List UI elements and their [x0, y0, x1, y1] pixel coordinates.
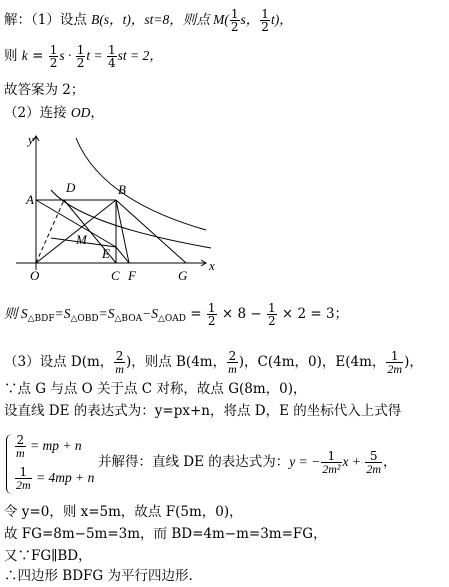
- var-b: B: [91, 12, 100, 27]
- numerator: 1: [76, 43, 85, 57]
- var-od: OD: [70, 105, 91, 120]
- fraction-half: [267, 302, 277, 327]
- text: （2）连接: [4, 105, 71, 121]
- var-k: k: [21, 48, 28, 63]
- fraction-half: [260, 8, 270, 33]
- text: =S: [54, 306, 71, 321]
- label-b: B: [118, 182, 126, 197]
- denominator: m: [228, 362, 237, 376]
- denominator: 2: [267, 314, 276, 328]
- denominator: 2: [261, 20, 269, 34]
- text: =: [27, 48, 48, 64]
- label-f: F: [128, 268, 136, 283]
- text: −S: [142, 306, 158, 321]
- text: 则: [4, 48, 22, 64]
- denominator: 2: [76, 56, 85, 70]
- text: × 8 −: [217, 306, 266, 322]
- label-d: D: [66, 180, 76, 195]
- numerator: 1: [321, 450, 341, 463]
- subscript: △OBD: [70, 314, 99, 324]
- fraction-2-over-m: [15, 434, 26, 459]
- numerator: 2: [228, 349, 237, 363]
- numerator: 1: [15, 466, 32, 479]
- numerator: 2: [115, 349, 124, 363]
- subscript: △OAD: [157, 314, 186, 324]
- label-a: A: [26, 192, 34, 207]
- denominator: 2m²: [322, 462, 341, 476]
- numerator: 1: [207, 301, 216, 315]
- fraction-1-over-2m: [15, 466, 32, 491]
- label-c: C: [111, 268, 120, 283]
- line-7: ∵点 G 与点 O 关于点 C 对称，故点 G(8m，0)，: [4, 381, 307, 397]
- text: M(: [213, 12, 229, 27]
- text: (s，t)，st=8，则点: [99, 12, 214, 27]
- text: 解：（1）设点: [4, 12, 92, 28]
- denominator: 4: [108, 56, 116, 70]
- line-2: [4, 44, 163, 69]
- text: x +: [342, 454, 365, 469]
- denominator: 2: [49, 56, 58, 70]
- text: t =: [86, 48, 106, 63]
- numerator: 1: [386, 350, 403, 363]
- text: 并解得：直线 DE 的表达式为：: [98, 454, 290, 470]
- system-eq-2: [14, 466, 94, 491]
- geometry-figure: [6, 130, 226, 288]
- fraction-half: [230, 8, 240, 33]
- fraction-quarter: [107, 44, 117, 69]
- numerator: 1: [108, 43, 116, 57]
- line-6: [4, 350, 423, 375]
- fraction-half: [49, 44, 59, 69]
- line-10: 故 FG=8m−5m=3m，而 BD=4m−m=3m=FG，: [4, 526, 327, 542]
- fraction-5-over-2m: [365, 450, 382, 475]
- text: ，: [90, 105, 104, 121]
- text: st = 2，: [117, 48, 163, 63]
- text: y = −: [289, 454, 321, 469]
- line-4: [4, 105, 104, 121]
- text: ，: [383, 454, 397, 470]
- text: =: [186, 306, 206, 322]
- numerator: 1: [49, 43, 58, 57]
- numerator: 1: [261, 7, 269, 21]
- line-1: [4, 8, 293, 33]
- line-12: ∴四边形 BDFG 为平行四边形.: [4, 568, 193, 584]
- text: = 4mp + n: [32, 470, 95, 485]
- fraction-2-over-m: [227, 350, 238, 375]
- numerator: 2: [16, 433, 25, 447]
- denominator: m: [115, 362, 124, 376]
- line-8: 设直线 DE 的表达式为：y=px+n，将点 D，E 的坐标代入上式得: [4, 403, 402, 419]
- text: )，C(4m，0)，E(4m，: [238, 354, 386, 370]
- text: = mp + n: [26, 438, 82, 453]
- text: )，则点 B(4m，: [125, 354, 227, 370]
- numerator: 5: [365, 450, 382, 463]
- fraction-2-over-m: [114, 350, 125, 375]
- subscript: △BDF: [27, 314, 55, 324]
- text: （3）设点 D(m，: [4, 354, 114, 370]
- fraction-1-over-2m2: [321, 450, 341, 475]
- label-m: M: [76, 232, 87, 247]
- text: s，: [240, 12, 260, 27]
- fraction-half: [207, 302, 217, 327]
- segment-od-dashed: [36, 200, 64, 263]
- text: )，: [404, 354, 423, 370]
- text: s ·: [59, 48, 75, 63]
- line-9: 令 y=0，则 x=5m，故点 F(5m，0)，: [4, 504, 243, 520]
- denominator: m: [16, 446, 25, 460]
- label-x: x: [209, 258, 215, 273]
- denominator: 2: [207, 314, 216, 328]
- text: t)，: [270, 12, 293, 27]
- line-5: [4, 302, 348, 327]
- line-11: 又∵FG∥BD，: [4, 548, 92, 564]
- numerator: 1: [230, 7, 239, 21]
- solution-line: [98, 450, 397, 475]
- label-e: E: [102, 246, 110, 261]
- text: × 2 = 3；: [277, 306, 349, 322]
- text: 则 S: [4, 306, 28, 321]
- fraction-half: [76, 44, 86, 69]
- numerator: 1: [267, 301, 276, 315]
- text: =S: [98, 306, 115, 321]
- label-g: G: [178, 268, 188, 283]
- label-y: y: [28, 132, 34, 147]
- denominator: 2m: [16, 478, 31, 492]
- line-3: 故答案为 2；: [4, 82, 85, 98]
- subscript: △BOA: [114, 314, 143, 324]
- label-o: O: [30, 268, 40, 283]
- denominator: 2m: [366, 462, 382, 476]
- system-eq-1: [14, 434, 82, 459]
- fraction-1-over-2m: [386, 350, 403, 375]
- denominator: 2: [230, 20, 239, 34]
- denominator: 2m: [387, 362, 403, 376]
